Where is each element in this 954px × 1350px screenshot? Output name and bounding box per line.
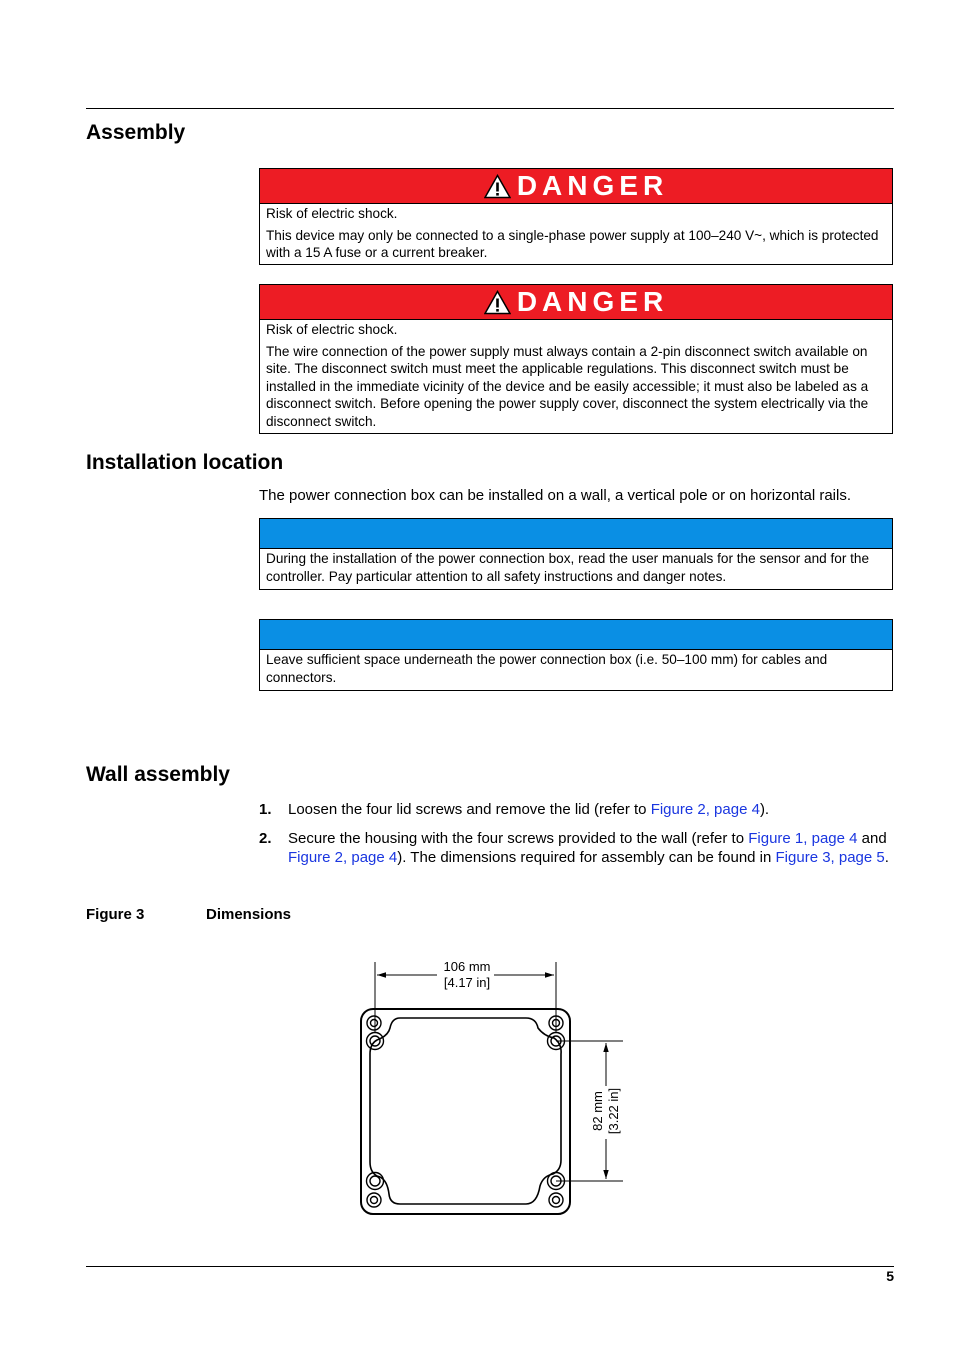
heading-assembly: Assembly — [86, 121, 186, 144]
notice-header — [260, 519, 892, 549]
step-text: and — [857, 830, 887, 847]
notice-text: During the installation of the power connection box, read the user manuals for the sensor and for the controller. Pay particular attention to all safety instructions and danger notes. — [266, 551, 870, 584]
step-text: Secure the housing with the four screws provided to the wall (refer to — [288, 830, 749, 847]
screw-hole-bottom-right — [548, 1173, 565, 1208]
bottom-rule — [86, 1266, 894, 1267]
dimensions-drawing — [0, 940, 954, 1270]
notice-box-1 — [259, 518, 893, 590]
warning-triangle-icon — [484, 174, 511, 199]
danger-text-1: Risk of electric shock. — [266, 322, 398, 337]
step-number: 2. — [259, 830, 272, 847]
danger-label: DANGER — [516, 286, 669, 317]
step-text: ). — [759, 801, 770, 818]
warning-triangle-icon — [484, 290, 511, 315]
heading-wall-assembly: Wall assembly — [86, 763, 230, 786]
figure-label: Figure 3 — [86, 906, 145, 923]
height-mm-label: 82 mm — [590, 1091, 605, 1131]
width-mm-label: 106 mm — [443, 959, 491, 974]
figure-title: Dimensions — [206, 906, 292, 923]
danger-text-2: This device may only be connected to a single-phase power supply at 100–240 V~, which is protected with a 15 A fuse or a current breaker. — [266, 227, 879, 260]
danger-text-2: The wire connection of the power supply must always contain a 2-pin disconnect switch available on site. The disconnect switch must meet the applicable regulations. This disconnect switch must be installed in the immediate vicinity of the device and be easily accessible; it must also be labeled as a disconnect switch. Before opening the power supply cover, disconnect the system electrically via the disconnect switch. — [266, 343, 869, 429]
danger-text-1: Risk of electric shock. — [266, 206, 398, 221]
installation-paragraph: The power connection box can be installed on a wall, a vertical pole or on horizontal rails. — [259, 487, 852, 504]
danger-body — [260, 320, 892, 438]
step-text: . — [884, 849, 889, 866]
danger-header — [260, 169, 892, 204]
height-in-label: [3.22 in] — [606, 1087, 621, 1135]
danger-body — [260, 204, 892, 270]
width-in-label: [4.17 in] — [443, 975, 491, 990]
danger-box-2 — [259, 284, 893, 434]
page-number: 5 — [886, 1268, 894, 1284]
lid-inner-outline — [370, 1018, 561, 1204]
link-figure-1[interactable]: Figure 1, page 4 — [748, 830, 858, 847]
step-text: ). The dimensions required for assembly can be found in — [397, 849, 776, 866]
step-text: Loosen the four lid screws and remove the lid (refer to — [288, 801, 651, 818]
housing-outline — [361, 1009, 570, 1214]
danger-label: DANGER — [516, 170, 669, 201]
notice-body — [260, 650, 892, 694]
danger-header — [260, 285, 892, 320]
step-1 — [259, 800, 899, 819]
notice-header — [260, 620, 892, 650]
link-figure-2[interactable]: Figure 2, page 4 — [650, 801, 760, 818]
notice-text: Leave sufficient space underneath the power connection box (i.e. 50–100 mm) for cables and connectors. — [266, 652, 828, 685]
step-number: 1. — [259, 801, 272, 818]
link-figure-2[interactable]: Figure 2, page 4 — [288, 849, 398, 866]
step-2 — [259, 829, 899, 867]
heading-installation-location: Installation location — [86, 451, 284, 474]
notice-box-2 — [259, 619, 893, 691]
notice-body — [260, 549, 892, 593]
top-rule — [86, 108, 894, 109]
link-figure-3[interactable]: Figure 3, page 5 — [775, 849, 885, 866]
danger-box-1 — [259, 168, 893, 265]
